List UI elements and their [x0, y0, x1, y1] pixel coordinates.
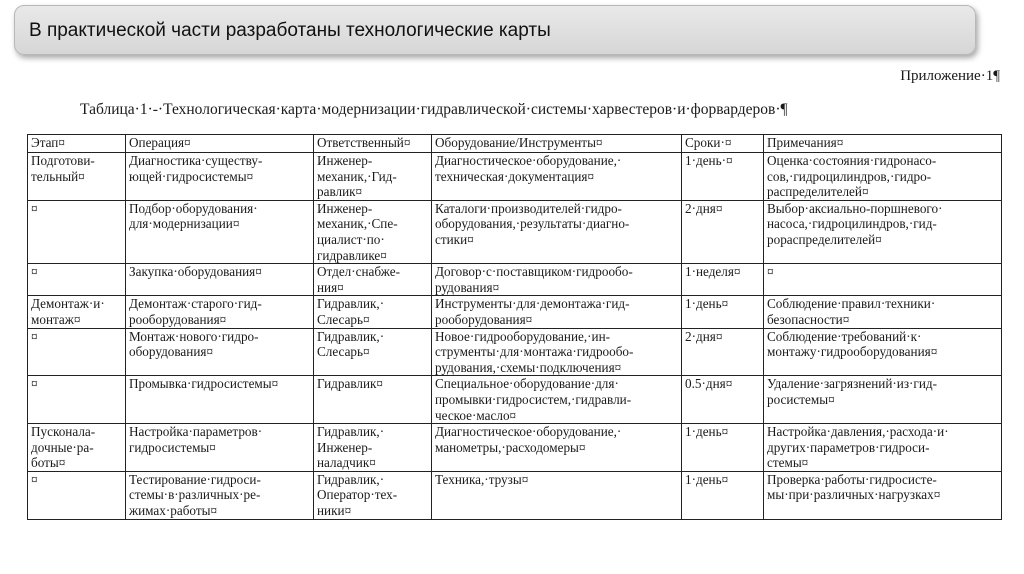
table-row: [28, 153, 1002, 201]
cell-operation: Тестирование·гидроси- стемы·в·различных·ре- жимах·работы¤: [126, 471, 314, 519]
cell-duration: 1·день¤: [682, 424, 764, 472]
cell-responsible: Инженер- механик,·Спе- циалист·по· гидравлике¤: [314, 200, 432, 263]
cell-stage: ¤: [28, 471, 126, 519]
cell-notes: ¤: [764, 264, 1002, 296]
table-row: [28, 376, 1002, 424]
cell-notes: Удаление·загрязнений·из·гид- росистемы¤: [764, 376, 1002, 424]
header-duration: Сроки·¤: [682, 135, 764, 153]
table-body: [28, 153, 1002, 520]
cell-responsible: Инженер- механик,·Гид- равлик¤: [314, 153, 432, 201]
cell-stage: ¤: [28, 264, 126, 296]
cell-notes: Настройка·давления,·расхода·и· других·параметров·гидроси- стемы¤: [764, 424, 1002, 472]
header-operation: Операция¤: [126, 135, 314, 153]
cell-operation: Диагностика·существу- ющей·гидросистемы¤: [126, 153, 314, 201]
cell-notes: Оценка·состояния·гидронасо- сов,·гидроцилиндров,·гидро- распределителей¤: [764, 153, 1002, 201]
cell-equipment: Диагностическое·оборудование,· техническая·документация¤: [432, 153, 682, 201]
cell-duration: 1·неделя¤: [682, 264, 764, 296]
cell-equipment: Техника,·трузы¤: [432, 471, 682, 519]
cell-duration: 1·день¤: [682, 471, 764, 519]
cell-stage: Подготови- тельный¤: [28, 153, 126, 201]
cell-equipment: Специальное·оборудование·для· промывки·гидросистем,·гидравли- ческое·масло¤: [432, 376, 682, 424]
cell-equipment: Договор·с·поставщиком·гидрообо- рудования¤: [432, 264, 682, 296]
appendix-label: Приложение·1¶: [900, 68, 1000, 84]
cell-operation: Настройка·параметров· гидросистемы¤: [126, 424, 314, 472]
header-equipment: Оборудование/Инструменты¤: [432, 135, 682, 153]
cell-responsible: Гидравлик,· Слесарь¤: [314, 296, 432, 328]
cell-operation: Монтаж·нового·гидро- оборудования¤: [126, 328, 314, 376]
cell-equipment: Диагностическое·оборудование,· манометры,·расходомеры¤: [432, 424, 682, 472]
cell-responsible: Отдел·снабже- ния¤: [314, 264, 432, 296]
slide-title: В практической части разработаны технологические карты: [29, 20, 551, 41]
table-row: [28, 264, 1002, 296]
cell-operation: Демонтаж·старого·гид- рооборудования¤: [126, 296, 314, 328]
cell-duration: 2·дня¤: [682, 328, 764, 376]
cell-stage: ¤: [28, 200, 126, 263]
table-caption: Таблица·1·-·Технологическая·карта·модернизации·гидравлической·системы·харвестеров·и·форвардеров·¶: [80, 101, 788, 118]
table-header-row: [28, 135, 1002, 153]
slide-title-banner: [14, 5, 976, 55]
cell-duration: 2·дня¤: [682, 200, 764, 263]
cell-equipment: Инструменты·для·демонтажа·гид- рооборудования¤: [432, 296, 682, 328]
cell-responsible: Гидравлик¤: [314, 376, 432, 424]
cell-notes: Соблюдение·требований·к· монтажу·гидрооборудования¤: [764, 328, 1002, 376]
cell-operation: Промывка·гидросистемы¤: [126, 376, 314, 424]
cell-responsible: Гидравлик,· Инженер- наладчик¤: [314, 424, 432, 472]
technology-map-table: [27, 134, 1002, 520]
cell-stage: ¤: [28, 328, 126, 376]
cell-stage: ¤: [28, 376, 126, 424]
header-notes: Примечания¤: [764, 135, 1002, 153]
cell-duration: 0.5·дня¤: [682, 376, 764, 424]
cell-stage: Демонтаж·и· монтаж¤: [28, 296, 126, 328]
cell-operation: Подбор·оборудования· для·модернизации¤: [126, 200, 314, 263]
cell-stage: Пусконала- дочные·ра- боты¤: [28, 424, 126, 472]
cell-duration: 1·день·¤: [682, 153, 764, 201]
table-row: [28, 200, 1002, 263]
table-row: [28, 296, 1002, 328]
header-stage: Этап¤: [28, 135, 126, 153]
table-row: [28, 328, 1002, 376]
cell-notes: Проверка·работы·гидросисте- мы·при·различных·нагрузках¤: [764, 471, 1002, 519]
cell-equipment: Каталоги·производителей·гидро- оборудования,·результаты·диагно- стики¤: [432, 200, 682, 263]
cell-responsible: Гидравлик,· Оператор·тех- ники¤: [314, 471, 432, 519]
cell-responsible: Гидравлик,· Слесарь¤: [314, 328, 432, 376]
cell-notes: Выбор·аксиально-поршневого· насоса,·гидроцилиндров,·гид- рораспределителей¤: [764, 200, 1002, 263]
header-responsible: Ответственный¤: [314, 135, 432, 153]
table-row: [28, 424, 1002, 472]
cell-equipment: Новое·гидрооборудование,·ин- струменты·для·монтажа·гидрообо- рудования,·схемы·подключения¤: [432, 328, 682, 376]
cell-operation: Закупка·оборудования¤: [126, 264, 314, 296]
cell-duration: 1·день¤: [682, 296, 764, 328]
cell-notes: Соблюдение·правил·техники· безопасности¤: [764, 296, 1002, 328]
table-row: [28, 471, 1002, 519]
